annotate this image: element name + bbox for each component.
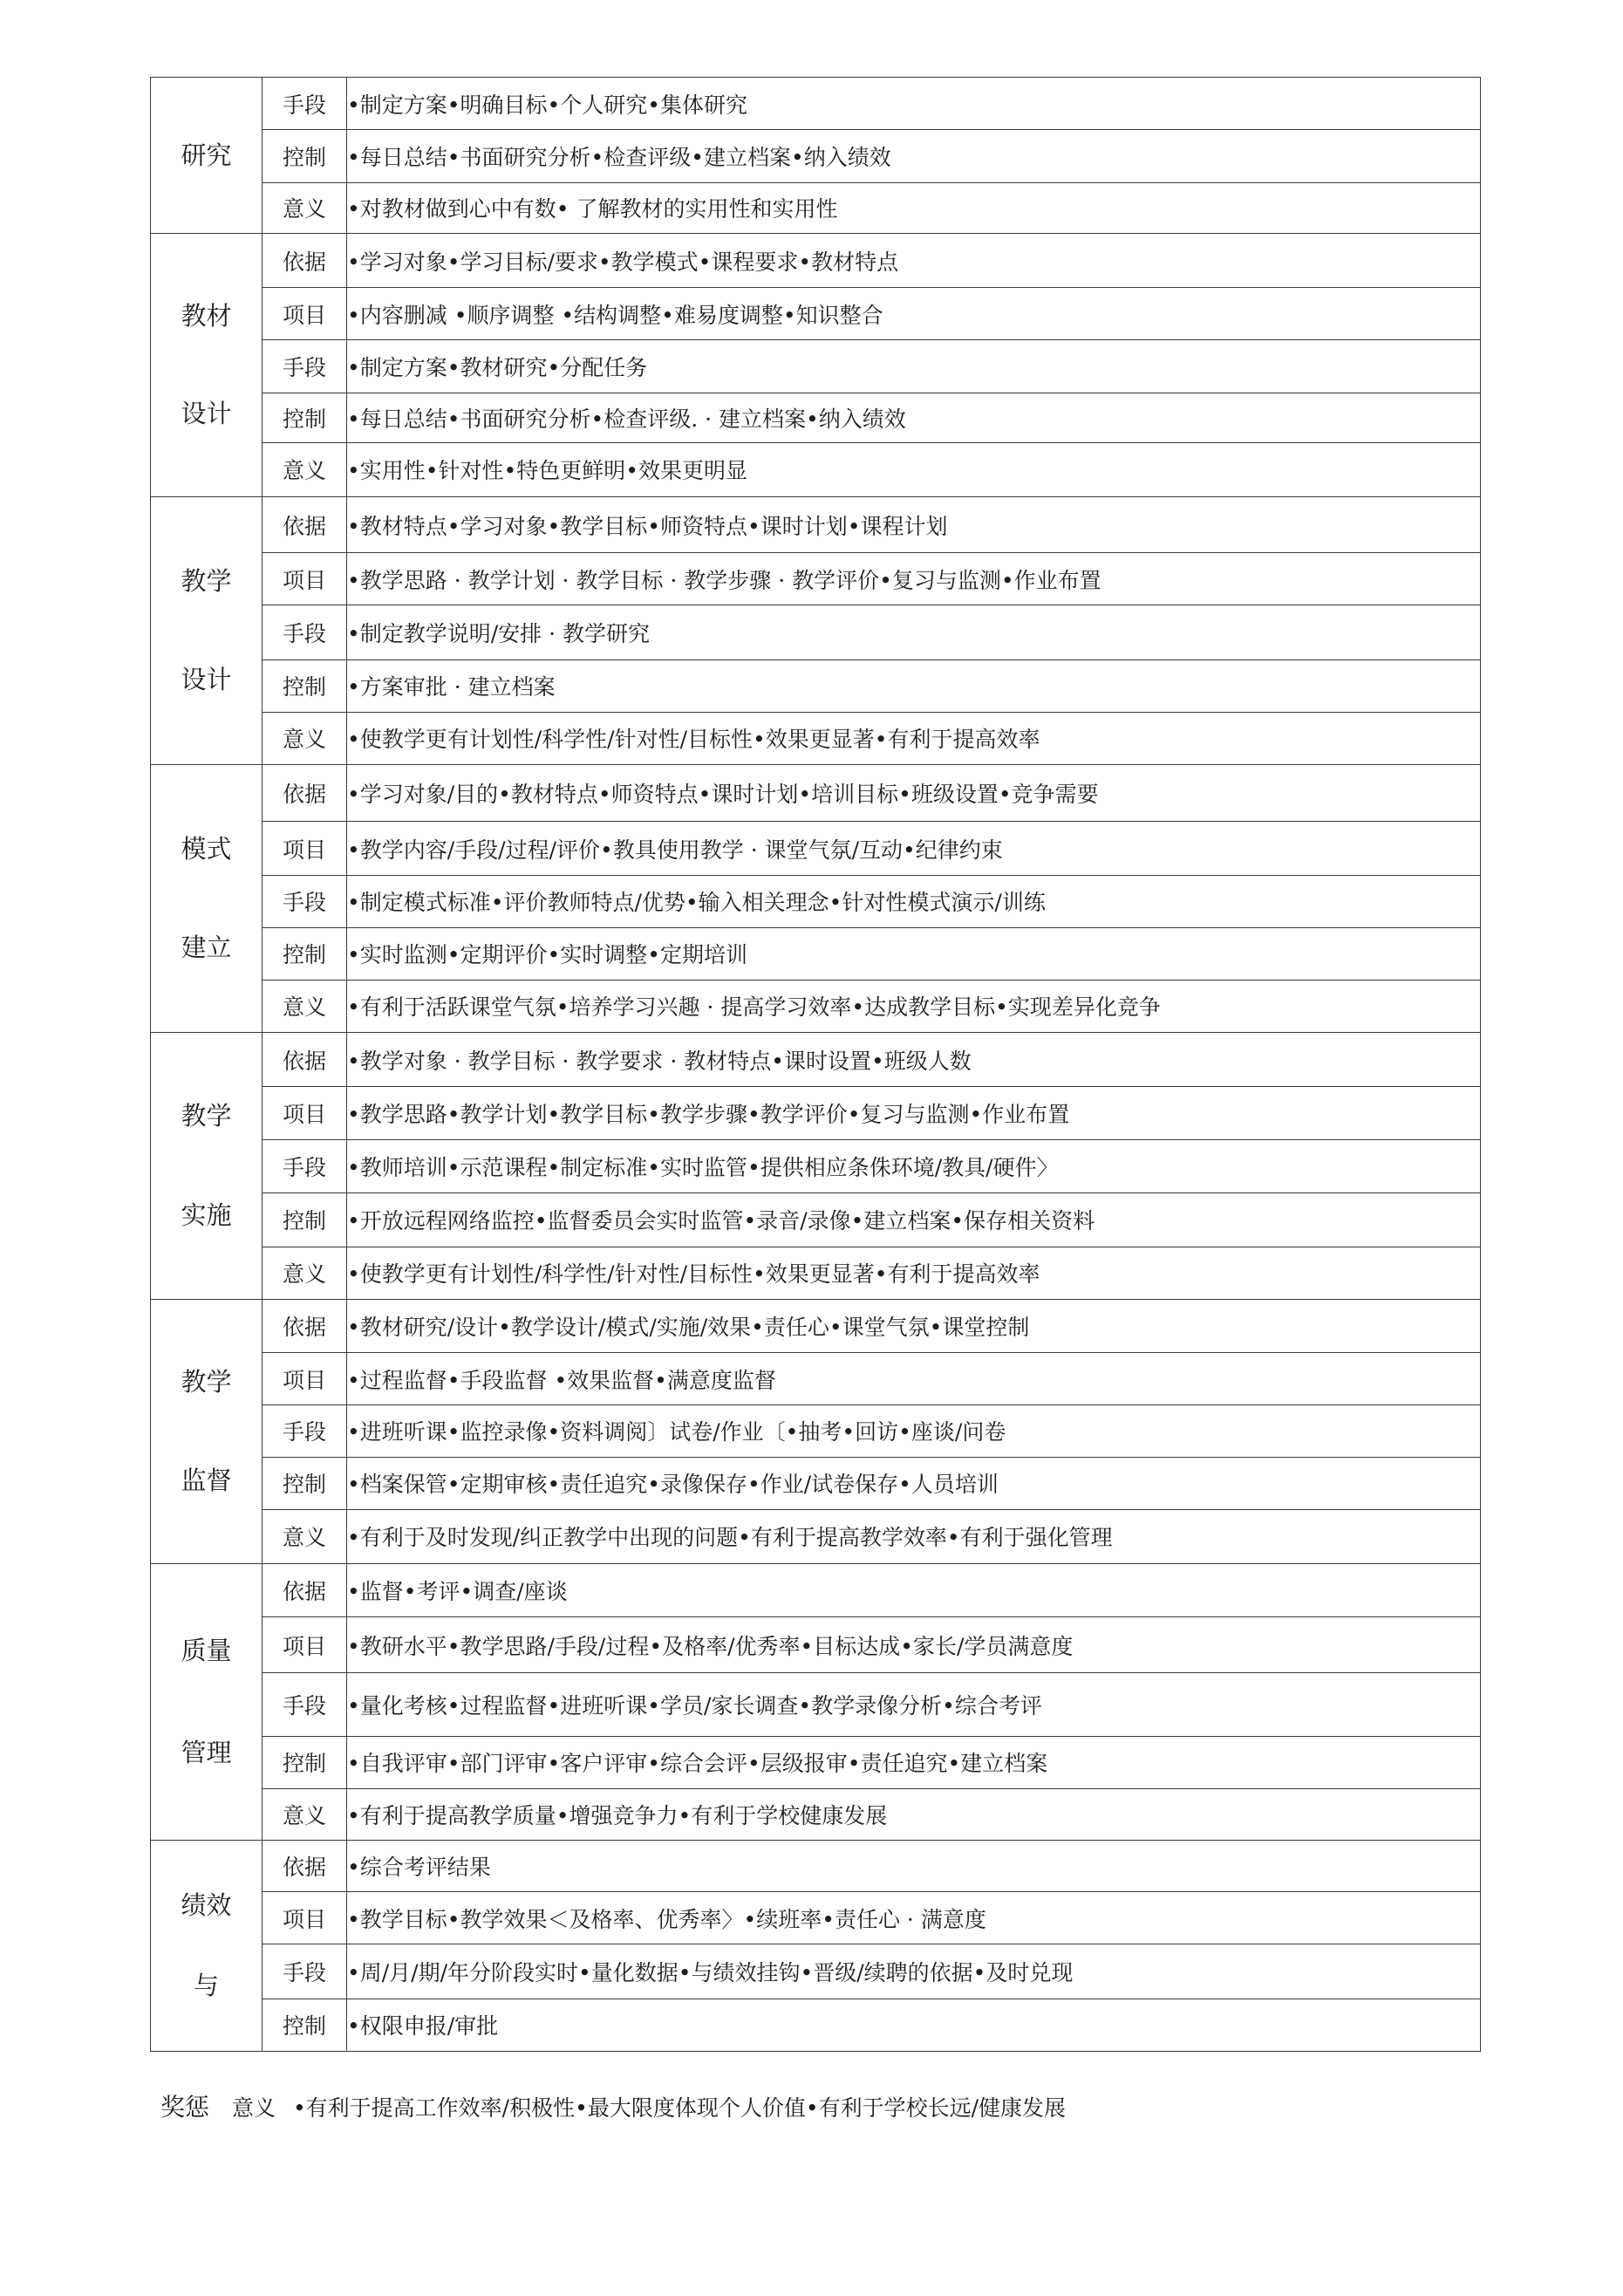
table-row — [151, 765, 1481, 822]
footer-label: 意义 — [231, 2095, 276, 2121]
table-row — [151, 1944, 1481, 1999]
row-label: 意义 — [263, 1788, 347, 1840]
row-label: 项目 — [263, 822, 347, 876]
row-label: 控制 — [263, 927, 347, 980]
table-row — [151, 1736, 1481, 1788]
row-content: •教师培训•示范课程•制定标准•实时监管•提供相应条侏环境/教具/硬件〉 — [347, 1140, 1481, 1192]
row-label: 依据 — [263, 497, 347, 553]
row-label: 控制 — [263, 1736, 347, 1788]
row-content: •教学内容/手段/过程/评价•教具使用教学 · 课堂气氛/互动•纪律约束 — [347, 822, 1481, 876]
row-content: •教学目标•教学效果＜及格率、优秀率〉•续班率•责任心 · 满意度 — [347, 1892, 1481, 1944]
row-content: •有利于及时发现/纠正教学中出现的问题•有利于提高教学效率•有利于强化管理 — [347, 1509, 1481, 1563]
row-label: 依据 — [263, 1841, 347, 1892]
table-row — [151, 605, 1481, 659]
table-row — [151, 288, 1481, 340]
table-row — [151, 1564, 1481, 1617]
row-content: •方案审批 · 建立档案 — [347, 659, 1481, 712]
table-row — [151, 876, 1481, 927]
category-label: 监督 — [181, 1465, 232, 1495]
table-row — [151, 822, 1481, 876]
table-row — [151, 78, 1481, 130]
row-content: •教材研究/设计•教学设计/模式/实施/效果•责任心•课堂气氛•课堂控制 — [347, 1300, 1481, 1353]
category-label: 教学 — [181, 565, 232, 596]
row-content: •教研水平•教学思路/手段/过程•及格率/优秀率•目标达成•家长/学员满意度 — [347, 1617, 1481, 1673]
table-row — [151, 1353, 1481, 1405]
row-content: •量化考核•过程监督•进班听课•学员/家长调查•教学录像分析•综合考评 — [347, 1673, 1481, 1736]
table-row — [151, 234, 1481, 288]
row-label: 依据 — [263, 1033, 347, 1087]
row-label: 控制 — [263, 130, 347, 182]
category-label: 教学 — [181, 1101, 232, 1131]
table-row — [151, 130, 1481, 182]
table-body — [151, 78, 1481, 2052]
table-row — [151, 1087, 1481, 1140]
row-label: 依据 — [263, 234, 347, 288]
category-cell-yanjiu — [151, 78, 263, 234]
table-row — [151, 1457, 1481, 1509]
table-row — [151, 1033, 1481, 1087]
row-label: 手段 — [263, 78, 347, 130]
category-label: 质量 — [181, 1636, 232, 1666]
row-label: 控制 — [263, 1192, 347, 1247]
row-label: 手段 — [263, 1673, 347, 1736]
category-cell-jiaocai-sheji — [151, 234, 263, 497]
row-label: 控制 — [263, 1999, 347, 2051]
row-content: •自我评审•部门评审•客户评审•综合会评•层级报审•责任追究•建立档案 — [347, 1736, 1481, 1788]
table-row — [151, 1509, 1481, 1563]
row-content: •制定方案•明确目标•个人研究•集体研究 — [347, 78, 1481, 130]
row-label: 意义 — [263, 182, 347, 233]
row-content: •制定方案•教材研究•分配任务 — [347, 340, 1481, 393]
document-table — [150, 77, 1481, 2052]
row-content: •权限申报/审批 — [347, 1999, 1481, 2051]
row-content: •开放远程网络监控•监督委员会实时监管•录音/录像•建立档案•保存相关资料 — [347, 1192, 1481, 1247]
table-row — [151, 1892, 1481, 1944]
category-label: 研究 — [181, 140, 232, 170]
row-content: •周/月/期/年分阶段实时•量化数据•与绩效挂钩•晋级/续聘的依据•及时兑现 — [347, 1944, 1481, 1999]
category-label: 实施 — [181, 1199, 232, 1230]
category-label: 设计 — [181, 665, 232, 695]
row-content: •有利于提高教学质量•增强竞争力•有利于学校健康发展 — [347, 1788, 1481, 1840]
table-row — [151, 393, 1481, 442]
row-label: 意义 — [263, 712, 347, 764]
row-label: 手段 — [263, 340, 347, 393]
table-row — [151, 497, 1481, 553]
row-label: 依据 — [263, 1564, 347, 1617]
category-cell-jixiao-yu — [151, 1841, 263, 2052]
category-cell-zhiliang-guanli — [151, 1564, 263, 1841]
table-row — [151, 1192, 1481, 1247]
category-label: 设计 — [181, 399, 232, 429]
category-label: 教材 — [181, 301, 232, 331]
table-row — [151, 659, 1481, 712]
row-label: 控制 — [263, 1457, 347, 1509]
category-cell-moshi-jianli — [151, 765, 263, 1033]
row-content: •教学思路•教学计划•教学目标•教学步骤•教学评价•复习与监测•作业布置 — [347, 1087, 1481, 1140]
category-label: 与 — [193, 1971, 219, 2001]
row-label: 手段 — [263, 876, 347, 927]
footer-category: 奖惩 — [160, 2093, 210, 2122]
row-content: •使教学更有计划性/科学性/针对性/目标性•效果更显著•有利于提高效率 — [347, 1247, 1481, 1299]
table-row — [151, 1673, 1481, 1736]
row-label: 项目 — [263, 1087, 347, 1140]
row-content: •学习对象/目的•教材特点•师资特点•课时计划•培训目标•班级设置•竞争需要 — [347, 765, 1481, 822]
row-content: •学习对象•学习目标/要求•教学模式•课程要求•教材特点 — [347, 234, 1481, 288]
row-content: •实用性•针对性•特色更鲜明•效果更明显 — [347, 442, 1481, 496]
row-content: •使教学更有计划性/科学性/针对性/目标性•效果更显著•有利于提高效率 — [347, 712, 1481, 764]
row-content: •每日总结•书面研究分析•检查评级. · 建立档案•纳入绩效 — [347, 393, 1481, 442]
table-row — [151, 1405, 1481, 1457]
row-content: •监督•考评•调查/座谈 — [347, 1564, 1481, 1617]
row-content: •实时监测•定期评价•实时调整•定期培训 — [347, 927, 1481, 980]
row-label: 意义 — [263, 1509, 347, 1563]
row-content: •档案保管•定期审核•责任追究•录像保存•作业/试卷保存•人员培训 — [347, 1457, 1481, 1509]
row-content: •过程监督•手段监督 •效果监督•满意度监督 — [347, 1353, 1481, 1405]
category-cell-jiaoxue-sheji — [151, 497, 263, 765]
table-row — [151, 712, 1481, 764]
table-row — [151, 980, 1481, 1032]
row-content: •对教材做到心中有数• 了解教材的实用性和实用性 — [347, 182, 1481, 233]
row-label: 手段 — [263, 1405, 347, 1457]
row-label: 项目 — [263, 553, 347, 605]
row-content: •综合考评结果 — [347, 1841, 1481, 1892]
category-label: 教学 — [181, 1367, 232, 1397]
row-content: •每日总结•书面研究分析•检查评级•建立档案•纳入绩效 — [347, 130, 1481, 182]
table-row — [151, 1140, 1481, 1192]
row-label: 控制 — [263, 659, 347, 712]
table-row — [151, 1300, 1481, 1353]
row-label: 手段 — [263, 1944, 347, 1999]
row-label: 项目 — [263, 288, 347, 340]
table-row — [151, 1788, 1481, 1840]
row-label: 意义 — [263, 442, 347, 496]
row-label: 意义 — [263, 1247, 347, 1299]
category-cell-jiaoxue-shishi — [151, 1033, 263, 1300]
row-content: •内容删减 •顺序调整 •结构调整•难易度调整•知识整合 — [347, 288, 1481, 340]
row-label: 依据 — [263, 765, 347, 822]
table-row — [151, 340, 1481, 393]
row-content: •进班听课•监控录像•资料调阅〕试卷/作业〔•抽考•回访•座谈/问卷 — [347, 1405, 1481, 1457]
table-row — [151, 1247, 1481, 1299]
table-row — [151, 553, 1481, 605]
table-row — [151, 927, 1481, 980]
row-label: 项目 — [263, 1617, 347, 1673]
table-row — [151, 1999, 1481, 2051]
category-label: 管理 — [181, 1738, 232, 1768]
row-content: •制定教学说明/安排 · 教学研究 — [347, 605, 1481, 659]
row-label: 项目 — [263, 1353, 347, 1405]
row-label: 依据 — [263, 1300, 347, 1353]
row-content: •教学对象 · 教学目标 · 教学要求 · 教材特点•课时设置•班级人数 — [347, 1033, 1481, 1087]
row-content: •教材特点•学习对象•教学目标•师资特点•课时计划•课程计划 — [347, 497, 1481, 553]
row-label: 意义 — [263, 980, 347, 1032]
row-label: 控制 — [263, 393, 347, 442]
footer-content: •有利于提高工作效率/积极性•最大限度体现个人价值•有利于学校长远/健康发展 — [292, 2095, 1067, 2121]
row-label: 手段 — [263, 605, 347, 659]
table-row — [151, 1617, 1481, 1673]
row-content: •制定模式标准•评价教师特点/优势•输入相关理念•针对性模式演示/训练 — [347, 876, 1481, 927]
category-label: 模式 — [181, 833, 232, 864]
footer-line — [160, 2088, 1066, 2123]
category-cell-jiaoxue-jiandu — [151, 1300, 263, 1564]
table-row — [151, 1841, 1481, 1892]
row-label: 手段 — [263, 1140, 347, 1192]
category-label: 建立 — [181, 933, 232, 963]
row-content: •有利于活跃课堂气氛•培养学习兴趣 · 提高学习效率•达成教学目标•实现差异化竞争 — [347, 980, 1481, 1032]
table-row — [151, 442, 1481, 496]
category-label: 绩效 — [181, 1890, 232, 1921]
row-content: •教学思路 · 教学计划 · 教学目标 · 教学步骤 · 教学评价•复习与监测•作业布置 — [347, 553, 1481, 605]
table-row — [151, 182, 1481, 233]
row-label: 项目 — [263, 1892, 347, 1944]
